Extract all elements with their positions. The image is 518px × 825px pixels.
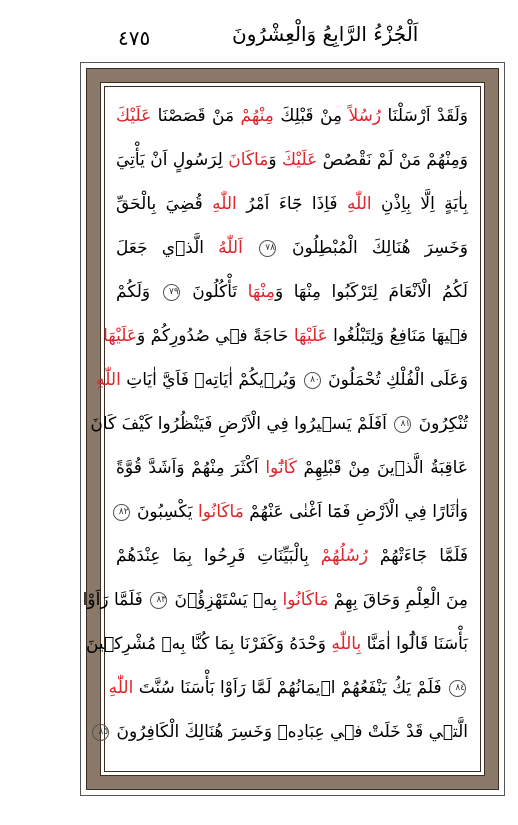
verse-text: قُضِيَ بِالْحَقِّ [116, 194, 213, 214]
verse-line [116, 228, 468, 268]
verse-line [116, 140, 468, 180]
verse-text: لِرَسُولٍ اَنْ يَأْتِيَ [116, 150, 229, 170]
highlighted-word: عَلَيْكَ [281, 150, 318, 170]
verse-text: بِالْبَيِّنَاتِ فَرِحُوا بِمَا عِنْدَهُمْ [116, 546, 321, 566]
verse-number-marker: ٧٨ [259, 240, 276, 257]
verse-text: حَاجَةً ف۪ي صُدُورِكُمْ وَ [136, 326, 294, 346]
verse-text: وَخَسِرَ هُنَالِكَ الْمُبْطِلُونَ [277, 238, 468, 258]
verse-line [98, 712, 468, 752]
highlighted-word: كَانُٓوا [265, 458, 297, 478]
highlighted-word: اللّٰهِ [212, 194, 237, 214]
verse-number-marker: ٨٣ [150, 592, 167, 609]
verse-line [116, 96, 468, 136]
verse-text: الَّت۪ي قَدْ خَلَتْ ف۪ي عِبَادِه۪ وَخَسِرَ هُنَالِكَ الْكَافِرُونَ [111, 722, 468, 742]
page-number: ٤٧٥ [118, 26, 151, 50]
highlighted-word: اللّٰهِ [108, 678, 134, 698]
highlighted-word: مَاكَانَ [228, 150, 269, 170]
verse-text: وَمِنْهُمْ مَنْ لَمْ نَقْصُصْ [317, 150, 469, 170]
verse-number-marker: ٨١ [394, 416, 411, 433]
verse-text: مِنْ قَبْلِكَ [273, 106, 349, 126]
verse-text: الَّذ۪ي جَعَلَ [116, 238, 219, 258]
verse-text: يَكْسِبُونَ [131, 502, 199, 522]
verse-text: وَ [268, 150, 282, 170]
verse-line [116, 536, 468, 576]
verse-number-marker: ٨٤ [449, 680, 466, 697]
highlighted-word: اللّٰهِ [346, 194, 372, 214]
verse-text: ف۪يهَا مَنَافِعُ وَلِتَبْلُغُوا [327, 326, 468, 346]
verse-text: بِاٰيَةٍ اِلَّا بِاِذْنِ [371, 194, 469, 214]
verse-line [90, 404, 468, 444]
verse-text: فَاِذَا جَٓاءَ اَمْرُ [236, 194, 347, 214]
verse-number-marker: ٨٢ [113, 504, 130, 521]
verse-text: لَكُمُ الْاَنْعَامَ لِتَرْكَبُوا مِنْهَا وَ [274, 282, 468, 302]
highlighted-word: اللّٰهِ [96, 370, 121, 390]
verse-text: فَلَمَّا رَاَوْا [82, 590, 149, 610]
verse-text: مَنْ قَصَصْنَا [151, 106, 241, 126]
highlighted-word: عَلَيْهَا [293, 326, 328, 346]
verse-number-marker: ٧٩ [163, 284, 180, 301]
highlighted-word: بِاللّٰهِ [331, 634, 362, 654]
verse-number-marker: ٨٠ [304, 372, 321, 389]
highlighted-word: عَلَيْهَا [103, 326, 137, 346]
verse-text: بِه۪ يَسْتَهْزِؤُ۫نَ [169, 590, 283, 610]
verse-line [116, 184, 468, 224]
verse-text: وَلَقَدْ اَرْسَلْنَا [381, 106, 468, 126]
verse-number-marker: ٨٥ [92, 724, 109, 741]
highlighted-word: مَاكَانُوا [282, 590, 329, 610]
highlighted-word: اَللّٰهُ [218, 238, 243, 258]
verse-line [82, 580, 468, 620]
verse-line [96, 360, 468, 400]
verse-line [116, 448, 468, 488]
verse-text [243, 238, 257, 258]
verse-text: مِنَ الْعِلْمِ وَحَاقَ بِهِمْ [328, 590, 468, 610]
highlighted-word: رُسُلاً [348, 106, 382, 126]
verse-line [103, 316, 468, 356]
verse-text: وَلَكُمْ [116, 282, 161, 302]
verse-line [85, 624, 468, 664]
verse-text: بَأْسَنَا قَالُٓوا اٰمَنَّا [361, 634, 468, 654]
highlighted-word: مَاكَانُوا [198, 502, 244, 522]
verse-text: تُنْكِرُونَ [413, 414, 468, 434]
verse-text: وَيُر۪يكُمْ اٰيَاتِه۪ فَاَيَّ اٰيَاتِ [120, 370, 302, 390]
verse-line [108, 668, 468, 708]
verse-text: عَاقِبَةُ الَّذ۪ينَ مِنْ قَبْلِهِمْ [296, 458, 469, 478]
verse-text: اَفَلَمْ يَس۪يرُوا فِي الْاَرْضِ فَيَنْظُرُوا كَيْفَ كَانَ [90, 414, 393, 434]
juz-title: اَلْجُزْءُ الرَّابِعُ وَالْعِشْرُونَ [232, 22, 419, 46]
verse-text: وَعَلَى الْفُلْكِ تُحْمَلُونَ [322, 370, 468, 390]
highlighted-word: رُسُلُهُمْ [320, 546, 368, 566]
verse-text: وَحْدَهُ وَكَفَرْنَا بِمَا كُنَّا بِه۪ مُشْرِك۪ينَ [85, 634, 332, 654]
verse-line [116, 492, 468, 532]
page-header [0, 0, 518, 62]
verse-text: وَاٰثَارًا فِي الْاَرْضِ فَمَٓا اَغْنٰى عَنْهُمْ [243, 502, 468, 522]
highlighted-word: مِنْهُمْ [240, 106, 274, 126]
highlighted-word: عَلَيْكَ [116, 106, 152, 126]
verse-text: تَأْكُلُونَ [181, 282, 248, 302]
verse-text: فَلَمَّا جَٓاءَتْهُمْ [368, 546, 469, 566]
highlighted-word: مِنْهَا [247, 282, 275, 302]
verse-text: اَكْثَرَ مِنْهُمْ وَاَشَدَّ قُوَّةً [116, 458, 266, 478]
verse-line [116, 272, 468, 312]
verse-text: فَلَمْ يَكُ يَنْفَعُهُمْ ا۪يمَانُهُمْ لَمَّا رَاَوْا بَأْسَنَا سُنَّتَ [133, 678, 447, 698]
